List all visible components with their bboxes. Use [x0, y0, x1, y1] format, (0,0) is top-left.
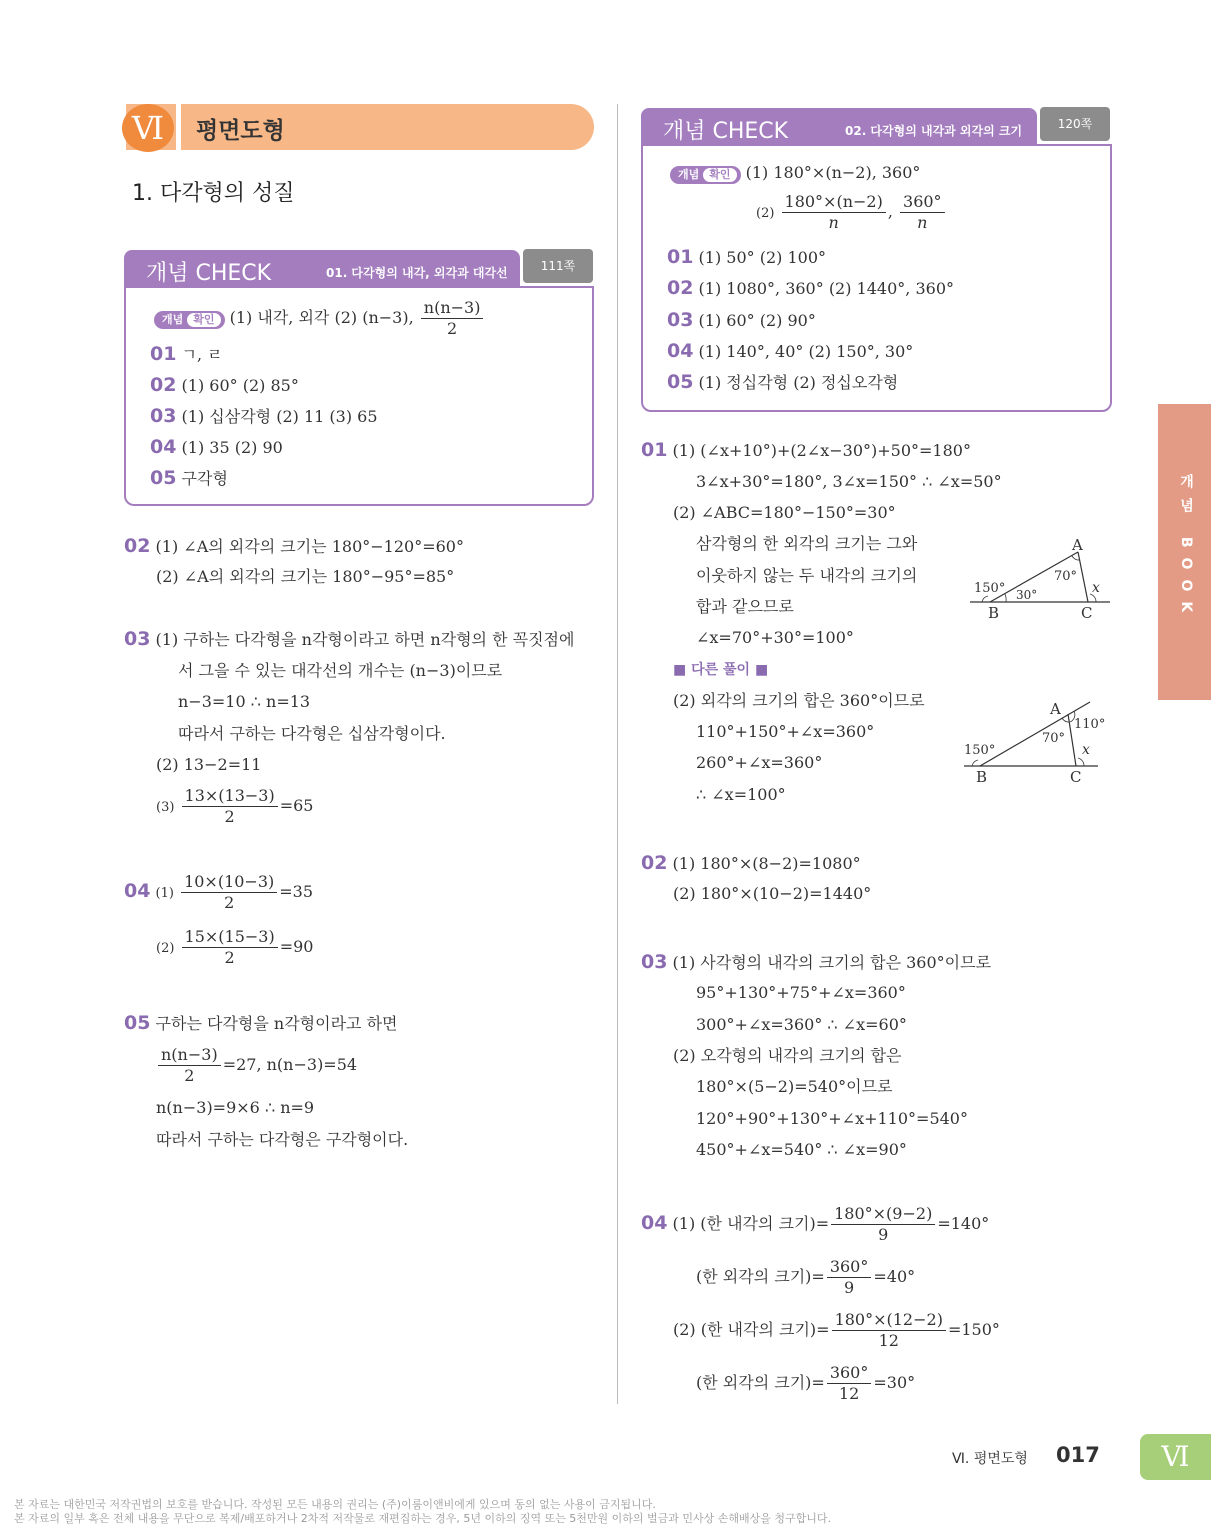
check1-item: 01 ㄱ, ㄹ [150, 343, 223, 365]
right-q04-line2: (한 외각의 크기)= $\frac{360^\circ}{9}$ =40° [696, 1257, 916, 1297]
fig2-angle-150: 150° [964, 743, 996, 758]
left-q03-line5: (2) 13−2=11 [156, 755, 262, 774]
right-q01-line1: 01 (1) (∠x+10°)+(2∠x−30°)+50°=180° [641, 439, 971, 461]
check1-header [124, 250, 520, 286]
check1-badge: 개념 확인 [154, 311, 225, 329]
triangle-figure-2 [958, 696, 1108, 788]
copyright-line-1: 본 자료는 대한민국 저작권법의 보호를 받습니다. 작성된 모든 내용의 권리는 (주)이룸이앤비에게 있으며 동의 없는 사용이 금지됩니다. [14, 1498, 656, 1511]
left-q05-line3: n(n−3)=9×6 ∴ n=9 [156, 1098, 315, 1117]
check1-title: 개념 CHECK [146, 261, 272, 286]
left-q04-line2: (2) $\frac{15\times(15-3)}{2}$ =90 [156, 927, 314, 967]
check2-item: 01 (1) 50° (2) 100° [667, 246, 827, 268]
chapter-title: 평면도형 [196, 118, 285, 144]
chapter-roman-circle: Ⅵ [122, 104, 174, 152]
fig2-label-C: C [1070, 768, 1082, 786]
check1-item: 04 (1) 35 (2) 90 [150, 436, 283, 458]
check2-confirm1: 개념 확인 (1) 180°×(n−2), 360° [670, 162, 920, 184]
left-q03-line3: n−3=10 ∴ n=13 [178, 692, 311, 711]
side-tab-label: 개념 BOOK [1178, 474, 1194, 623]
check1-confirm [154, 298, 485, 339]
right-q01-line8: (2) 외각의 크기의 합은 360°이므로 [673, 691, 925, 710]
check2-subtitle: 02. 다각형의 내각과 외각의 크기 [845, 124, 1023, 138]
chapter-divider [176, 104, 181, 150]
left-q05-line2: $\frac{n(n-3)}{2}$ =27, n(n−3)=54 [156, 1045, 357, 1086]
check2-item: 04 (1) 140°, 40° (2) 150°, 30° [667, 340, 914, 362]
right-q01-line5: 이웃하지 않는 두 내각의 크기의 [696, 566, 918, 585]
check1-confirm-frac: $\frac{n(n-3)}{2}$ [421, 298, 484, 339]
check1-item: 03 (1) 십삼각형 (2) 11 (3) 65 [150, 405, 378, 427]
right-q01-line4: 삼각형의 한 외각의 크기는 그와 [696, 534, 918, 553]
right-q01-line10: 260°+∠x=360° [696, 753, 823, 772]
section-title: 1. 다각형의 성질 [132, 181, 295, 206]
right-q04-line4: (한 외각의 크기)= $\frac{360^\circ}{12}$ =30° [696, 1363, 916, 1403]
right-q03-line4: (2) 오각형의 내각의 크기의 합은 [673, 1046, 902, 1065]
right-q01-line11: ∴ ∠x=100° [696, 785, 786, 804]
check1-item: 05 구각형 [150, 467, 228, 489]
fig2-angle-70: 70° [1042, 731, 1066, 746]
fig2-label-B: B [976, 768, 988, 786]
footer-chapter: Ⅵ. 평면도형 [952, 1451, 1028, 1467]
check2-title: 개념 CHECK [663, 119, 789, 144]
check2-item: 02 (1) 1080°, 360° (2) 1440°, 360° [667, 277, 954, 299]
right-q01-line2: 3∠x+30°=180°, 3∠x=150° ∴ ∠x=50° [696, 472, 1002, 491]
fig1-label-C: C [1081, 604, 1093, 622]
fig1-angle-70: 70° [1054, 569, 1078, 584]
right-q04-line3: (2) (한 내각의 크기)= $\frac{180^\circ\times(12-2)}{12}$ =150° [673, 1310, 1000, 1350]
left-q05-line1: 05 구하는 다각형을 n각형이라고 하면 [124, 1012, 398, 1034]
check2-header [641, 108, 1037, 144]
right-q03-line2: 95°+130°+75°+∠x=360° [696, 983, 906, 1002]
right-q03-line7: 450°+∠x=540° ∴ ∠x=90° [696, 1140, 907, 1159]
right-q01-line3: (2) ∠ABC=180°−150°=30° [673, 503, 896, 522]
right-q02-line2: (2) 180°×(10−2)=1440° [673, 884, 872, 903]
check1-item: 02 (1) 60° (2) 85° [150, 374, 299, 396]
check2-page-tab: 120쪽 [1040, 107, 1110, 141]
triangle-figure-1 [960, 532, 1116, 624]
left-q03-line2: 서 그을 수 있는 대각선의 개수는 (n−3)이므로 [178, 661, 503, 680]
fig2-label-A: A [1050, 700, 1061, 718]
check2-badge: 개념 확인 [670, 166, 741, 184]
check2-item: 05 (1) 정십각형 (2) 정십오각형 [667, 371, 899, 393]
left-q03-line1: 03 (1) 구하는 다각형을 n각형이라고 하면 n각형의 한 꼭짓점에 [124, 628, 575, 650]
right-q01-line9: 110°+150°+∠x=360° [696, 722, 875, 741]
left-q02-line1: 02 (1) ∠A의 외각의 크기는 180°−120°=60° [124, 535, 464, 557]
left-q02-line2: (2) ∠A의 외각의 크기는 180°−95°=85° [156, 567, 455, 586]
footer-roman-tab: Ⅵ [1140, 1434, 1211, 1480]
right-q01-line6: 합과 같으므로 [696, 597, 794, 616]
check1-confirm-text: (1) 내각, 외각 (2) (n−3), [229, 308, 414, 327]
left-q03-line4: 따라서 구하는 다각형은 십삼각형이다. [178, 724, 446, 743]
left-q03-line6: (3) $\frac{13\times(13-3)}{2}$ =65 [156, 786, 314, 826]
copyright-line-2: 본 자료의 일부 혹은 전체 내용을 무단으로 복제/배포하거나 2차적 저작물로 재편집하는 경우, 5년 이하의 징역 또는 5천만원 이하의 벌금과 민사상 손해배상을 청구합니다. [14, 1512, 832, 1525]
fig2-angle-110: 110° [1074, 717, 1106, 732]
check1-page-tab: 111쪽 [523, 249, 593, 283]
right-q02-line1: 02 (1) 180°×(8−2)=1080° [641, 852, 861, 874]
side-tab [1158, 404, 1211, 700]
right-q04-line1: 04 (1) (한 내각의 크기)= $\frac{180^\circ\times(9-2)}{9}$ =140° [641, 1204, 990, 1244]
right-q01-line7: ∠x=70°+30°=100° [696, 628, 854, 647]
fig2-angle-x: x [1082, 742, 1090, 758]
fig1-angle-30: 30° [1016, 588, 1038, 602]
right-q03-line5: 180°×(5−2)=540°이므로 [696, 1077, 893, 1096]
column-divider [617, 104, 618, 1404]
right-q03-line3: 300°+∠x=360° ∴ ∠x=60° [696, 1015, 907, 1034]
check1-subtitle: 01. 다각형의 내각, 외각과 대각선 [326, 266, 508, 280]
right-q03-line6: 120°+90°+130°+∠x+110°=540° [696, 1109, 968, 1128]
footer-page-number: 017 [1056, 1443, 1100, 1467]
check2-item: 03 (1) 60° (2) 90° [667, 309, 816, 331]
check2-confirm2: (2) $\frac{180^\circ\times(n-2)}{n}$ , $\frac{360^\circ}{n}$ [756, 192, 947, 233]
left-q04-line1: 04 (1) $\frac{10\times(10-3)}{2}$ =35 [124, 872, 314, 912]
fig1-angle-150: 150° [974, 581, 1006, 596]
right-q03-line1: 03 (1) 사각형의 내각의 크기의 합은 360°이므로 [641, 951, 992, 973]
fig1-label-B: B [988, 604, 1000, 622]
fig1-angle-x: x [1092, 580, 1100, 596]
left-q05-line4: 따라서 구하는 다각형은 구각형이다. [156, 1130, 409, 1149]
fig1-label-A: A [1072, 536, 1083, 554]
alt-solution-label: ■ 다른 풀이 ■ [673, 662, 769, 678]
